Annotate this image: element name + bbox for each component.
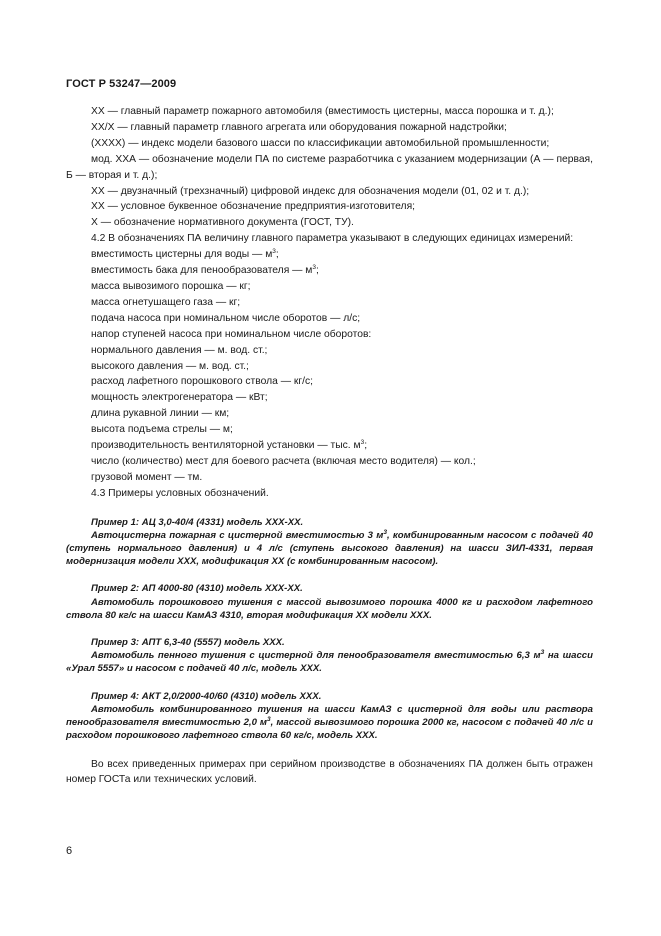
example-text (66, 529, 593, 569)
final-paragraph: Во всех приведенных примерах при серийном производстве в обозначениях ПА должен быть отражен номер ГОСТа или технических условий. (66, 758, 593, 786)
unit-item (66, 470, 593, 486)
definition-item: Х — обозначение нормативного документа (ГОСТ, ТУ). (91, 217, 354, 229)
unit-item (66, 247, 593, 263)
example-text-main: Автомобиль комбинированного тушения на шасси КамАЗ с цистерной для воды или раствора пенообразователя вместимостью 2,0 м (66, 703, 593, 729)
unit-superscript: 3 (272, 248, 276, 256)
example-text (66, 703, 593, 743)
unit-text: расход лафетного порошкового ствола — кг/с; (91, 376, 314, 388)
page-number: 6 (66, 845, 73, 857)
unit-superscript: 3 (360, 439, 365, 447)
document-body (66, 104, 593, 788)
unit-text: подача насоса при номинальном числе оборотов — л/с; (91, 312, 361, 324)
example-title: Пример 3: АПТ 6,3-40 (5557) модель ХХХ. (91, 637, 285, 649)
example-text-tail: , массой вывозимого порошка 2000 кг, насосом с подачей 40 л/с и расходом порошкового лафетного ствола 60 кг/с, модель ХХХ. (66, 717, 593, 742)
unit-item (66, 422, 593, 438)
unit-item (66, 311, 593, 327)
example-superscript: 3 (267, 716, 271, 724)
unit-item (66, 438, 593, 454)
unit-text: масса вывозимого порошка — кг; (91, 280, 251, 292)
example-block (66, 690, 593, 743)
example-block (66, 582, 593, 622)
example-text-main: Автоцистерна пожарная с цистерной вместимостью 3 м (91, 529, 384, 541)
example-text (66, 649, 593, 675)
example-text-tail: на шасси «Урал 5557» и насосом с подачей 40 л/с, модель ХХХ. (66, 650, 593, 675)
examples-list (66, 516, 593, 743)
unit-text: вместимость цистерны для воды — м (91, 249, 273, 261)
document-header: ГОСТ Р 53247—2009 (66, 78, 177, 90)
definition-item: ХХ — главный параметр пожарного автомобиля (вместимость цистерны, масса порошка и т. д.); (91, 106, 554, 117)
example-title: Пример 4: АКТ 2,0/2000-40/60 (4310) модель ХХХ. (91, 690, 322, 702)
unit-text: мощность электрогенератора — кВт; (91, 392, 268, 404)
unit-item (66, 390, 593, 406)
example-title: Пример 2: АП 4000-80 (4310) модель ХХХ-ХХ. (91, 583, 303, 595)
example-text-main: Автомобиль пенного тушения с цистерной для пенообразователя вместимостью 6,3 м (91, 650, 541, 662)
unit-text: нормального давления — м. вод. ст.; (91, 344, 268, 356)
unit-text: высокого давления — м. вод. ст.; (91, 360, 249, 372)
unit-text: производительность вентиляторной установки — тыс. м (91, 440, 361, 452)
unit-text: высота подъема стрелы — м; (91, 424, 233, 436)
unit-text: вместимость бака для пенообразователя — м (91, 265, 313, 277)
unit-item (66, 454, 593, 470)
definition-item: мод. ХХА — обозначение модели ПА по системе разработчика с указанием модернизации (А — первая, Б — вторая и т. д.); (66, 153, 593, 181)
units-list (66, 247, 593, 486)
unit-item (66, 406, 593, 422)
unit-text: напор ступеней насоса при номинальном числе оборотов: (91, 328, 372, 340)
unit-text-tail: ; (364, 440, 368, 452)
example-title: Пример 1: АЦ 3,0-40/4 (4331) модель ХХХ-ХХ. (91, 516, 304, 528)
unit-text-tail: ; (275, 249, 279, 261)
section-4-2-paragraph: 4.2 В обозначениях ПА величину главного параметра указывают в следующих единицах измерений: (91, 233, 574, 245)
unit-text: число (количество) мест для боевого расчета (включая место водителя) — кол.; (91, 455, 476, 467)
unit-superscript: 3 (312, 264, 316, 272)
example-text-tail: , комбинированным насосом с подачей 40 (ступень нормального давления) и 4 л/с (ступень высокого давления) на шасси ЗИЛ-4331, первая модернизация модели ХХХ, модификация ХХ (с комбинированным насосом). (66, 529, 593, 568)
unit-text: длина рукавной линии — км; (91, 408, 230, 420)
unit-text: грузовой момент — тм. (91, 471, 203, 483)
definition-item: ХХ — условное буквенное обозначение предприятия-изготовителя; (91, 201, 416, 213)
definition-item: ХХ/Х — главный параметр главного агрегата или оборудования пожарной надстройки; (91, 121, 507, 133)
definition-item: ХХ — двузначный (трехзначный) цифровой индекс для обозначения модели (01, 02 и т. д.); (91, 185, 530, 197)
unit-text-tail: ; (316, 265, 319, 277)
unit-item (66, 295, 593, 311)
example-superscript: 3 (540, 649, 545, 657)
example-block (66, 636, 593, 676)
unit-item (66, 374, 593, 390)
unit-item (66, 327, 593, 343)
section-4-3-paragraph: 4.3 Примеры условных обозначений. (91, 487, 269, 499)
unit-item (66, 263, 593, 279)
example-block (66, 516, 593, 569)
definitions-list (66, 104, 593, 231)
example-text-main: Автомобиль порошкового тушения с массой вывозимого порошка 4000 кг и расходом лафетного ствола 80 кг/с на шасси КамАЗ 4310, вторая модификация ХХ модели ХХХ. (66, 596, 593, 621)
unit-item (66, 359, 593, 375)
example-superscript: 3 (383, 528, 387, 536)
unit-item (66, 279, 593, 295)
definition-item: (ХХХХ) — индекс модели базового шасси по классификации автомобильной промышленности; (91, 137, 550, 149)
unit-text: масса огнетушащего газа — кг; (91, 296, 241, 308)
example-text (66, 596, 593, 622)
unit-item (66, 343, 593, 359)
